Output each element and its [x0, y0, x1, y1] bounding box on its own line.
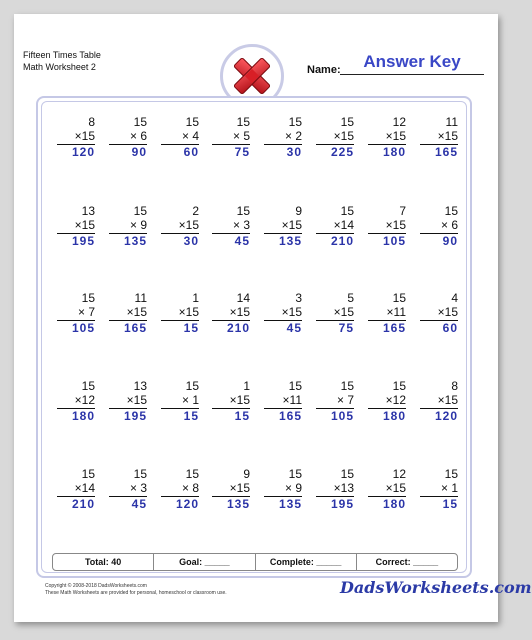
problem-top-number: 7 — [399, 204, 406, 218]
problem-answer: 75 — [338, 321, 354, 335]
problem-answer: 90 — [442, 234, 458, 248]
problem-answer: 135 — [226, 497, 250, 511]
problem-answer: 120 — [175, 497, 199, 511]
problem-multiplier: ×15 — [385, 481, 406, 495]
summary-correct: Correct: _____ — [375, 557, 439, 567]
problem-top-number: 15 — [288, 467, 302, 481]
problem — [161, 291, 199, 336]
problem-top-number: 13 — [133, 379, 147, 393]
usage-text: These Math Worksheets are provided for personal, homeschool or classroom use. — [45, 590, 227, 596]
problem-multiplier: × 5 — [232, 129, 250, 143]
problem-multiplier: × 7 — [77, 305, 95, 319]
problem-top-number: 15 — [185, 379, 199, 393]
problem-multiplier: ×15 — [385, 129, 406, 143]
problem — [212, 115, 250, 160]
problem-multiplier: ×15 — [74, 129, 95, 143]
problem-answer: 210 — [330, 234, 354, 248]
problem-answer: 15 — [234, 409, 250, 423]
problem-top-number: 15 — [340, 204, 354, 218]
problem-top-number: 14 — [236, 291, 250, 305]
problem — [368, 291, 406, 336]
problem-top-number: 15 — [288, 379, 302, 393]
problem-top-number: 15 — [340, 115, 354, 129]
problem-multiplier: × 6 — [129, 129, 147, 143]
problem-answer: 45 — [234, 234, 250, 248]
problem — [212, 204, 250, 249]
problem — [109, 115, 147, 160]
problem — [316, 379, 354, 424]
problem-answer: 105 — [330, 409, 354, 423]
problem-top-number: 15 — [133, 204, 147, 218]
problem-multiplier: ×13 — [333, 481, 354, 495]
problem-top-number: 4 — [451, 291, 458, 305]
problem-answer: 165 — [382, 321, 406, 335]
name-field-line — [340, 74, 484, 75]
problem — [57, 291, 95, 336]
problem-multiplier: ×15 — [126, 305, 147, 319]
problem-answer: 45 — [131, 497, 147, 511]
problem — [420, 291, 458, 336]
problem — [264, 115, 302, 160]
problem-multiplier: ×14 — [333, 218, 354, 232]
problem-multiplier: × 9 — [284, 481, 302, 495]
problem — [420, 467, 458, 512]
problem-answer: 135 — [278, 234, 302, 248]
problem — [161, 204, 199, 249]
problem-multiplier: ×15 — [333, 305, 354, 319]
problem — [368, 204, 406, 249]
problem-answer: 60 — [442, 321, 458, 335]
problem-answer: 120 — [434, 409, 458, 423]
problem-answer: 60 — [183, 145, 199, 159]
problem-top-number: 8 — [451, 379, 458, 393]
problem — [264, 291, 302, 336]
problem-top-number: 15 — [185, 115, 199, 129]
problem — [212, 467, 250, 512]
problem-top-number: 8 — [88, 115, 95, 129]
problem-multiplier: ×15 — [437, 129, 458, 143]
problem-answer: 45 — [286, 321, 302, 335]
problem-top-number: 15 — [236, 204, 250, 218]
problem — [161, 115, 199, 160]
problem-multiplier: × 6 — [440, 218, 458, 232]
problem-top-number: 1 — [243, 379, 250, 393]
problem-multiplier: ×12 — [385, 393, 406, 407]
problem-top-number: 12 — [392, 467, 406, 481]
problem-top-number: 15 — [133, 467, 147, 481]
problem-top-number: 15 — [288, 115, 302, 129]
problem-top-number: 15 — [392, 291, 406, 305]
problem-top-number: 15 — [133, 115, 147, 129]
problem-multiplier: × 4 — [181, 129, 199, 143]
problem — [368, 379, 406, 424]
problem-answer: 15 — [442, 497, 458, 511]
problem-top-number: 9 — [243, 467, 250, 481]
worksheet-subtitle: Math Worksheet 2 — [23, 62, 96, 72]
summary-goal: Goal: _____ — [154, 554, 255, 570]
problem-multiplier: ×15 — [178, 305, 199, 319]
problem-answer: 75 — [234, 145, 250, 159]
problem-top-number: 15 — [81, 291, 95, 305]
problem-answer: 120 — [71, 145, 95, 159]
problem-answer: 210 — [226, 321, 250, 335]
problem-answer: 105 — [71, 321, 95, 335]
problem — [212, 379, 250, 424]
problem — [420, 379, 458, 424]
problem — [368, 115, 406, 160]
problem-answer: 135 — [278, 497, 302, 511]
problem-answer: 165 — [123, 321, 147, 335]
problem-top-number: 12 — [392, 115, 406, 129]
problem — [109, 291, 147, 336]
problem-multiplier: × 2 — [284, 129, 302, 143]
problem-top-number: 5 — [347, 291, 354, 305]
problem-top-number: 1 — [192, 291, 199, 305]
problem-multiplier: ×11 — [282, 393, 302, 407]
problem-answer: 30 — [286, 145, 302, 159]
problem — [316, 204, 354, 249]
problem — [420, 204, 458, 249]
problem-answer: 195 — [123, 409, 147, 423]
problem-answer: 90 — [131, 145, 147, 159]
problem-top-number: 15 — [185, 467, 199, 481]
red-x-icon — [227, 51, 277, 101]
problem — [161, 467, 199, 512]
problem-answer: 180 — [71, 409, 95, 423]
summary-bar — [52, 553, 458, 571]
problem-top-number: 15 — [81, 467, 95, 481]
problem — [368, 467, 406, 512]
problem — [109, 467, 147, 512]
problem-top-number: 15 — [236, 115, 250, 129]
problems-frame — [36, 96, 472, 578]
problem-top-number: 15 — [444, 204, 458, 218]
problem-multiplier: ×15 — [126, 393, 147, 407]
problem — [264, 204, 302, 249]
problem-top-number: 15 — [340, 467, 354, 481]
problem-answer: 135 — [123, 234, 147, 248]
problem-answer: 195 — [71, 234, 95, 248]
problem-multiplier: ×11 — [386, 305, 406, 319]
problem — [316, 115, 354, 160]
problem — [57, 204, 95, 249]
answer-key-title: Answer Key — [363, 52, 461, 71]
problem-answer: 15 — [183, 409, 199, 423]
summary-total: Total: 40 — [53, 554, 154, 570]
problem-multiplier: ×15 — [437, 305, 458, 319]
problem-multiplier: ×15 — [437, 393, 458, 407]
problem-multiplier: ×15 — [229, 305, 250, 319]
problem — [109, 379, 147, 424]
problem-top-number: 15 — [392, 379, 406, 393]
problem — [316, 467, 354, 512]
problem-top-number: 11 — [445, 115, 458, 129]
problem — [161, 379, 199, 424]
problem-top-number: 11 — [134, 291, 147, 305]
problem-multiplier: × 3 — [129, 481, 147, 495]
copyright-text: Copyright © 2008-2018 DadsWorksheets.com — [45, 583, 147, 589]
problem-top-number: 2 — [192, 204, 199, 218]
problem-answer: 210 — [71, 497, 95, 511]
worksheet-title: Fifteen Times Table — [23, 50, 101, 60]
problem — [264, 379, 302, 424]
problem-multiplier: ×15 — [333, 129, 354, 143]
site-logo: DadsWorksheets.com — [340, 578, 532, 597]
problem-multiplier: ×15 — [385, 218, 406, 232]
problem-multiplier: ×15 — [281, 218, 302, 232]
problem-multiplier: ×15 — [178, 218, 199, 232]
problem-answer: 180 — [382, 497, 406, 511]
problem — [420, 115, 458, 160]
problem — [57, 467, 95, 512]
problem-answer: 165 — [278, 409, 302, 423]
problem-answer: 105 — [382, 234, 406, 248]
problem-multiplier: × 1 — [181, 393, 199, 407]
problem-multiplier: ×12 — [74, 393, 95, 407]
problem-top-number: 15 — [81, 379, 95, 393]
problem-top-number: 15 — [444, 467, 458, 481]
problem-multiplier: × 1 — [440, 481, 458, 495]
problem — [109, 204, 147, 249]
problem — [57, 379, 95, 424]
problem-top-number: 9 — [295, 204, 302, 218]
problem-answer: 195 — [330, 497, 354, 511]
problem-multiplier: × 8 — [181, 481, 199, 495]
problem-answer: 225 — [330, 145, 354, 159]
problem-multiplier: ×15 — [281, 305, 302, 319]
problem-answer: 30 — [183, 234, 199, 248]
problem — [264, 467, 302, 512]
problem-top-number: 15 — [340, 379, 354, 393]
problem — [212, 291, 250, 336]
problem-answer: 180 — [382, 409, 406, 423]
problem-multiplier: × 9 — [129, 218, 147, 232]
problem-top-number: 13 — [81, 204, 95, 218]
problem-answer: 15 — [183, 321, 199, 335]
problem — [57, 115, 95, 160]
problem-multiplier: × 7 — [336, 393, 354, 407]
problem-answer: 180 — [382, 145, 406, 159]
problem-multiplier: ×15 — [74, 218, 95, 232]
problem-multiplier: ×14 — [74, 481, 95, 495]
problem-answer: 165 — [434, 145, 458, 159]
problem — [316, 291, 354, 336]
summary-complete: Complete: _____ — [256, 554, 357, 570]
problem-multiplier: ×15 — [229, 481, 250, 495]
problem-multiplier: × 3 — [232, 218, 250, 232]
name-label: Name: — [307, 64, 341, 76]
problem-multiplier: ×15 — [229, 393, 250, 407]
problem-top-number: 3 — [295, 291, 302, 305]
